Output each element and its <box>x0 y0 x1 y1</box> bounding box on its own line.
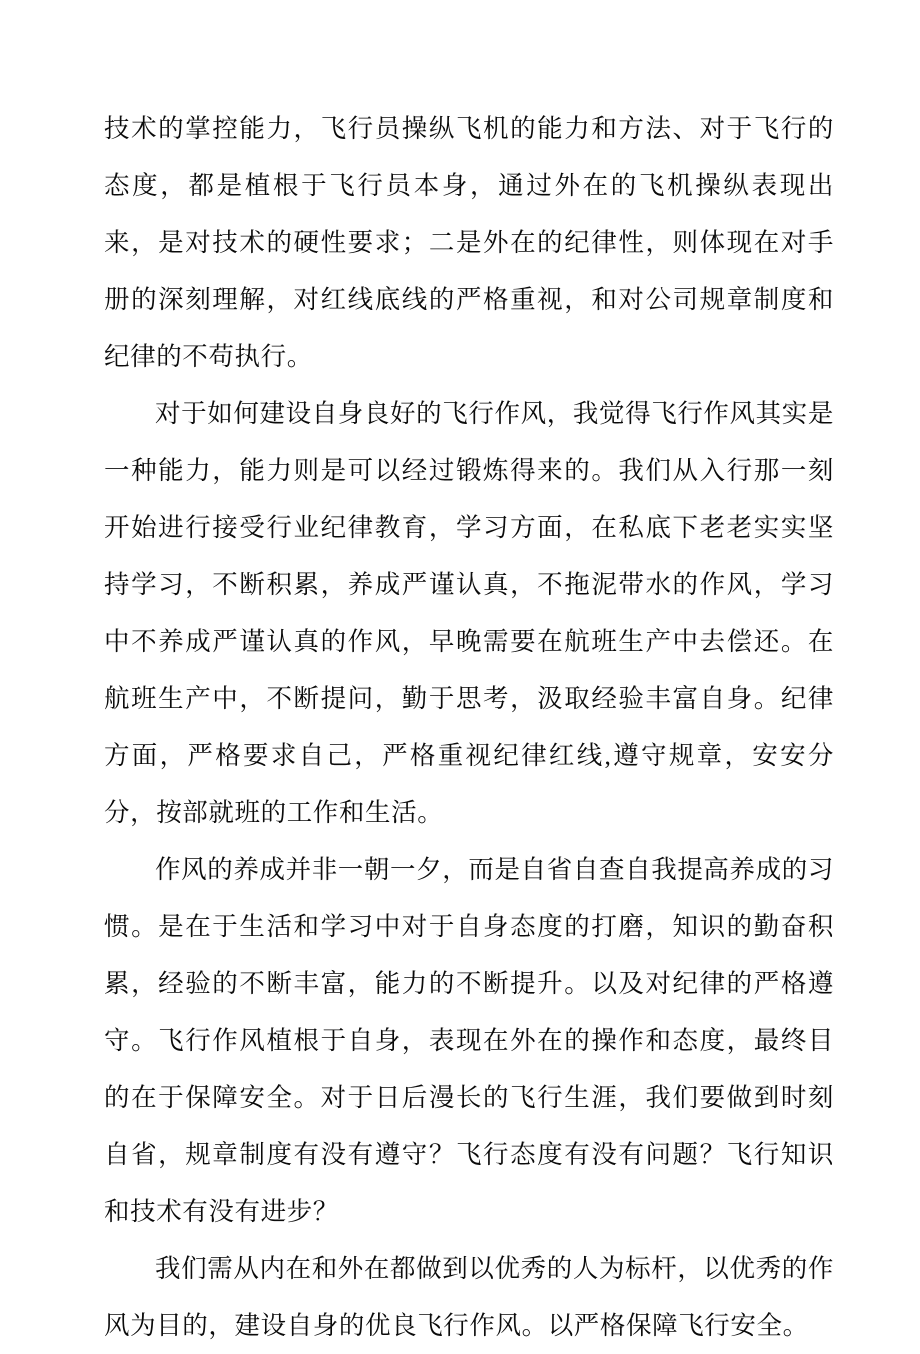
paragraph-4: 我们需从内在和外在都做到以优秀的人为标杆，以优秀的作风为目的，建设自身的优良飞行作风。以严格保障飞行安全。 <box>104 1254 834 1340</box>
document-body <box>104 100 834 1354</box>
paragraph-2: 对于如何建设自身良好的飞行作风，我觉得飞行作风其实是一种能力，能力则是可以经过锻炼得来的。我们从入行那一刻开始进行接受行业纪律教育，学习方面，在私底下老老实实坚持学习，不断积累，养成严谨认真，不拖泥带水的作风，学习中不养成严谨认真的作风，早晚需要在航班生产中去偿还。在航班生产中，不断提问，勤于思考，汲取经验丰富自身。纪律方面，严格要求自己，严格重视纪律红线,遵守规章，安安分分，按部就班的工作和生活。 <box>104 399 834 827</box>
paragraph-3: 作风的养成并非一朝一夕，而是自省自查自我提高养成的习惯。是在于生活和学习中对于自身态度的打磨，知识的勤奋积累，经验的不断丰富，能力的不断提升。以及对纪律的严格遵守。飞行作风植根于自身，表现在外在的操作和态度，最终目的在于保障安全。对于日后漫长的飞行生涯，我们要做到时刻自省，规章制度有没有遵守？飞行态度有没有问题？飞行知识和技术有没有进步？ <box>104 855 834 1226</box>
paragraph-1: 技术的掌控能力，飞行员操纵飞机的能力和方法、对于飞行的态度，都是植根于飞行员本身，通过外在的飞机操纵表现出来，是对技术的硬性要求；二是外在的纪律性，则体现在对手册的深刻理解，对红线底线的严格重视，和对公司规章制度和纪律的不苟执行。 <box>104 114 834 371</box>
